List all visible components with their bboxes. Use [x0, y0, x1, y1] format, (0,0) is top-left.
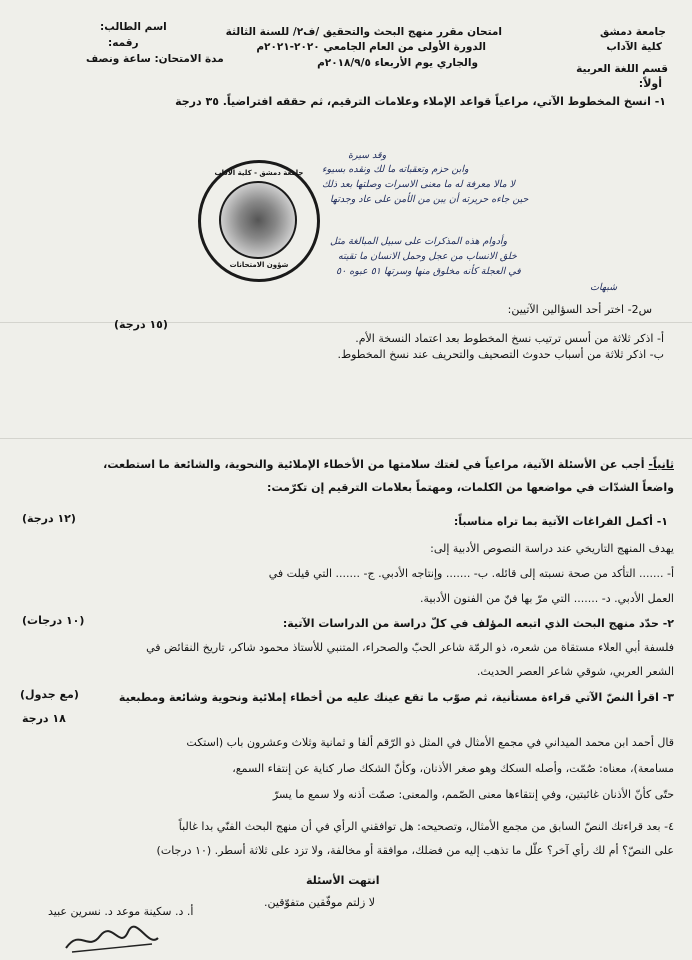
s2-q3-title: ٣- اقرأ النصّ الآتي قراءة مستأنية، ثم صوّب ما تقع عينك عليه من أخطاء إملائية ونحوية وشائعة ومطبعية [118, 691, 674, 704]
s2-q2-items: الشعر العربي، شوقي شاعر العصر الحديث. [476, 665, 674, 678]
s2-q3-grade: ١٨ درجة [22, 712, 66, 725]
section-two-intro [103, 458, 674, 472]
section-two-intro-text: أجب عن الأسئلة الآتية، مراعياً في لغتك سلامتها من الأخطاء الإملائية والنحوية، والشائعة ما استطعت، [103, 458, 645, 471]
question-two-option-a: أ- اذكر ثلاثة من أسس ترتيب نسخ المخطوط بعد اعتماد النسخة الأم. [355, 332, 664, 345]
s2-q2-grade: (١٠ درجات) [22, 614, 85, 627]
s2-q3-passage: حتّى كأنّ الأذنان غائبتين، وفي إنتقاءها معنى الصّمم، والمعنى: صمّت أذنه ولا سمع ما يسرّ [272, 788, 674, 801]
s2-q2-items: فلسفة أبي العلاء مستقاة من شعره، ذو الرمّة شاعر الحبّ والصحراء، المتنبي للأستاذ محمود شاكر، تاريخ النقائض في [146, 641, 674, 654]
s2-q2-title: ٢- حدّد منهج البحث الذي اتبعه المؤلف في كلّ دراسة من الدراسات الآتية: [282, 617, 674, 630]
s2-q1-stem: يهدف المنهج التاريخي عند دراسة النصوص الأدبية إلى: [430, 542, 674, 555]
exam-date: والجاري يوم الأربعاء ٢٠١٨/٩/٥م [317, 57, 478, 69]
good-luck-note: لا زلتم موفّقين متفوّقين. [264, 896, 376, 909]
faculty-name: كلية الآداب [606, 41, 662, 53]
university-name: جامعة دمشق [600, 26, 666, 38]
manuscript-line: شبهات [590, 282, 618, 293]
exam-duration: مدة الامتحان: ساعة ونصف [86, 53, 224, 65]
question-two: س2- اختر أحد السؤالين الآتيين: [507, 303, 652, 316]
department-name: قسم اللغة العربية [576, 63, 668, 75]
stamp-text: جامعة دمشق - كلية الآداب [214, 169, 304, 177]
faculty-stamp [198, 160, 320, 282]
s2-q1-blanks: العمل الأدبي. د- ....... التي مرّ بها فنّ من الفنون الأدبية. [420, 592, 674, 605]
question-one: ١- انسخ المخطوط الآتي، مراعياً قواعد الإملاء وعلامات الترقيم، ثم حققه افتراضياً. ٣٥ درجة [175, 95, 666, 108]
s2-q3-grade-note: (مع جدول) [20, 688, 79, 701]
student-number-label: رقمه: [108, 37, 139, 49]
s2-q3-passage: مسامعة)، معناه: صُمّت، وأصله السكك وهو صغر الأذنان، وكأنّ الشكك صار كناية عن إنتفاء السمع، [232, 762, 674, 775]
s2-q1-grade: (١٢ درجة) [22, 512, 76, 525]
question-two-grade: (١٥ درجة) [114, 318, 168, 331]
manuscript-line: في العجلة كأنه مخلوق منها وسرتها ٥١ عبوه ٥٠ [336, 266, 521, 277]
page-fold-line [0, 322, 692, 323]
eagle-emblem-icon [219, 181, 297, 259]
end-of-questions: انتهت الأسئلة [306, 874, 380, 887]
manuscript-line: حين جاءه حريرته أن يبن من الأمن على عاد وجدتها [330, 194, 529, 205]
manuscript-line: وابن حزم وتعقباته ما لك ونقده بسيوء [322, 164, 469, 175]
manuscript-line: وقد سيرة [348, 150, 387, 161]
s2-q4-text: ٤- بعد قراءتك النصّ السابق من مجمع الأمثال، وتصحيحه: هل توافقني الرأي في أن منهج البحث الفنّي بدا غالباً [178, 820, 674, 833]
s2-q4-text: على النصّ؟ أم لك رأي آخر؟ علّل ما تذهب إليه من فضلك، موافقة أو مخالفة، ولا تزد على ثلاثة أسطر. (١٠ درجات) [156, 844, 674, 857]
examiner-names: أ. د. سكينة موعد د. نسرين عبيد [48, 905, 194, 918]
exam-session: الدورة الأولى من العام الجامعي ٢٠٢٠-٢٠٢١م [256, 41, 486, 53]
manuscript-line: وأدوام هذه المذكرات على سبيل المبالغة مثل [330, 236, 508, 247]
section-two-heading: ثانياً- [648, 458, 674, 471]
manuscript-line: خلق الانساب من عجل وحمل الانسان ما تقيته [338, 251, 517, 262]
handwritten-signature [62, 922, 162, 956]
student-name-label: اسم الطالب: [100, 21, 167, 33]
exam-title: امتحان مقرر منهج البحث والتحقيق /ف٢/ للسنة الثالثة [225, 26, 502, 38]
s2-q3-passage: قال أحمد ابن محمد الميداني في مجمع الأمثال في المثل ذو الرّقم ألفا و ثمانية وثلاث وعشرون باب (استكت [186, 736, 674, 749]
manuscript-line: لا مالا معرفة له ما معنى الاسرات وصلتها بعد ذلك [322, 179, 516, 190]
stamp-text: شؤون الامتحانات [229, 261, 289, 269]
section-one-heading: أولاً: [638, 77, 662, 90]
s2-q1-blanks: أ- ....... التأكد من صحة نسبته إلى قائله. ب- ....... وإنتاجه الأدبي. ج- ....... التي قيلت في [268, 567, 674, 580]
page-fold-line [0, 438, 692, 439]
s2-q1-title: ١- أكمل الفراغات الآتية بما تراه مناسباً: [453, 515, 668, 528]
section-two-intro-line: واضعاً الشدّات في مواضعها من الكلمات، ومهتماً بعلامات الترقيم إن تكرّمت: [267, 481, 674, 494]
question-two-option-b: ب- اذكر ثلاثة من أسباب حدوث التصحيف والتحريف عند نسخ المخطوط. [337, 348, 664, 361]
